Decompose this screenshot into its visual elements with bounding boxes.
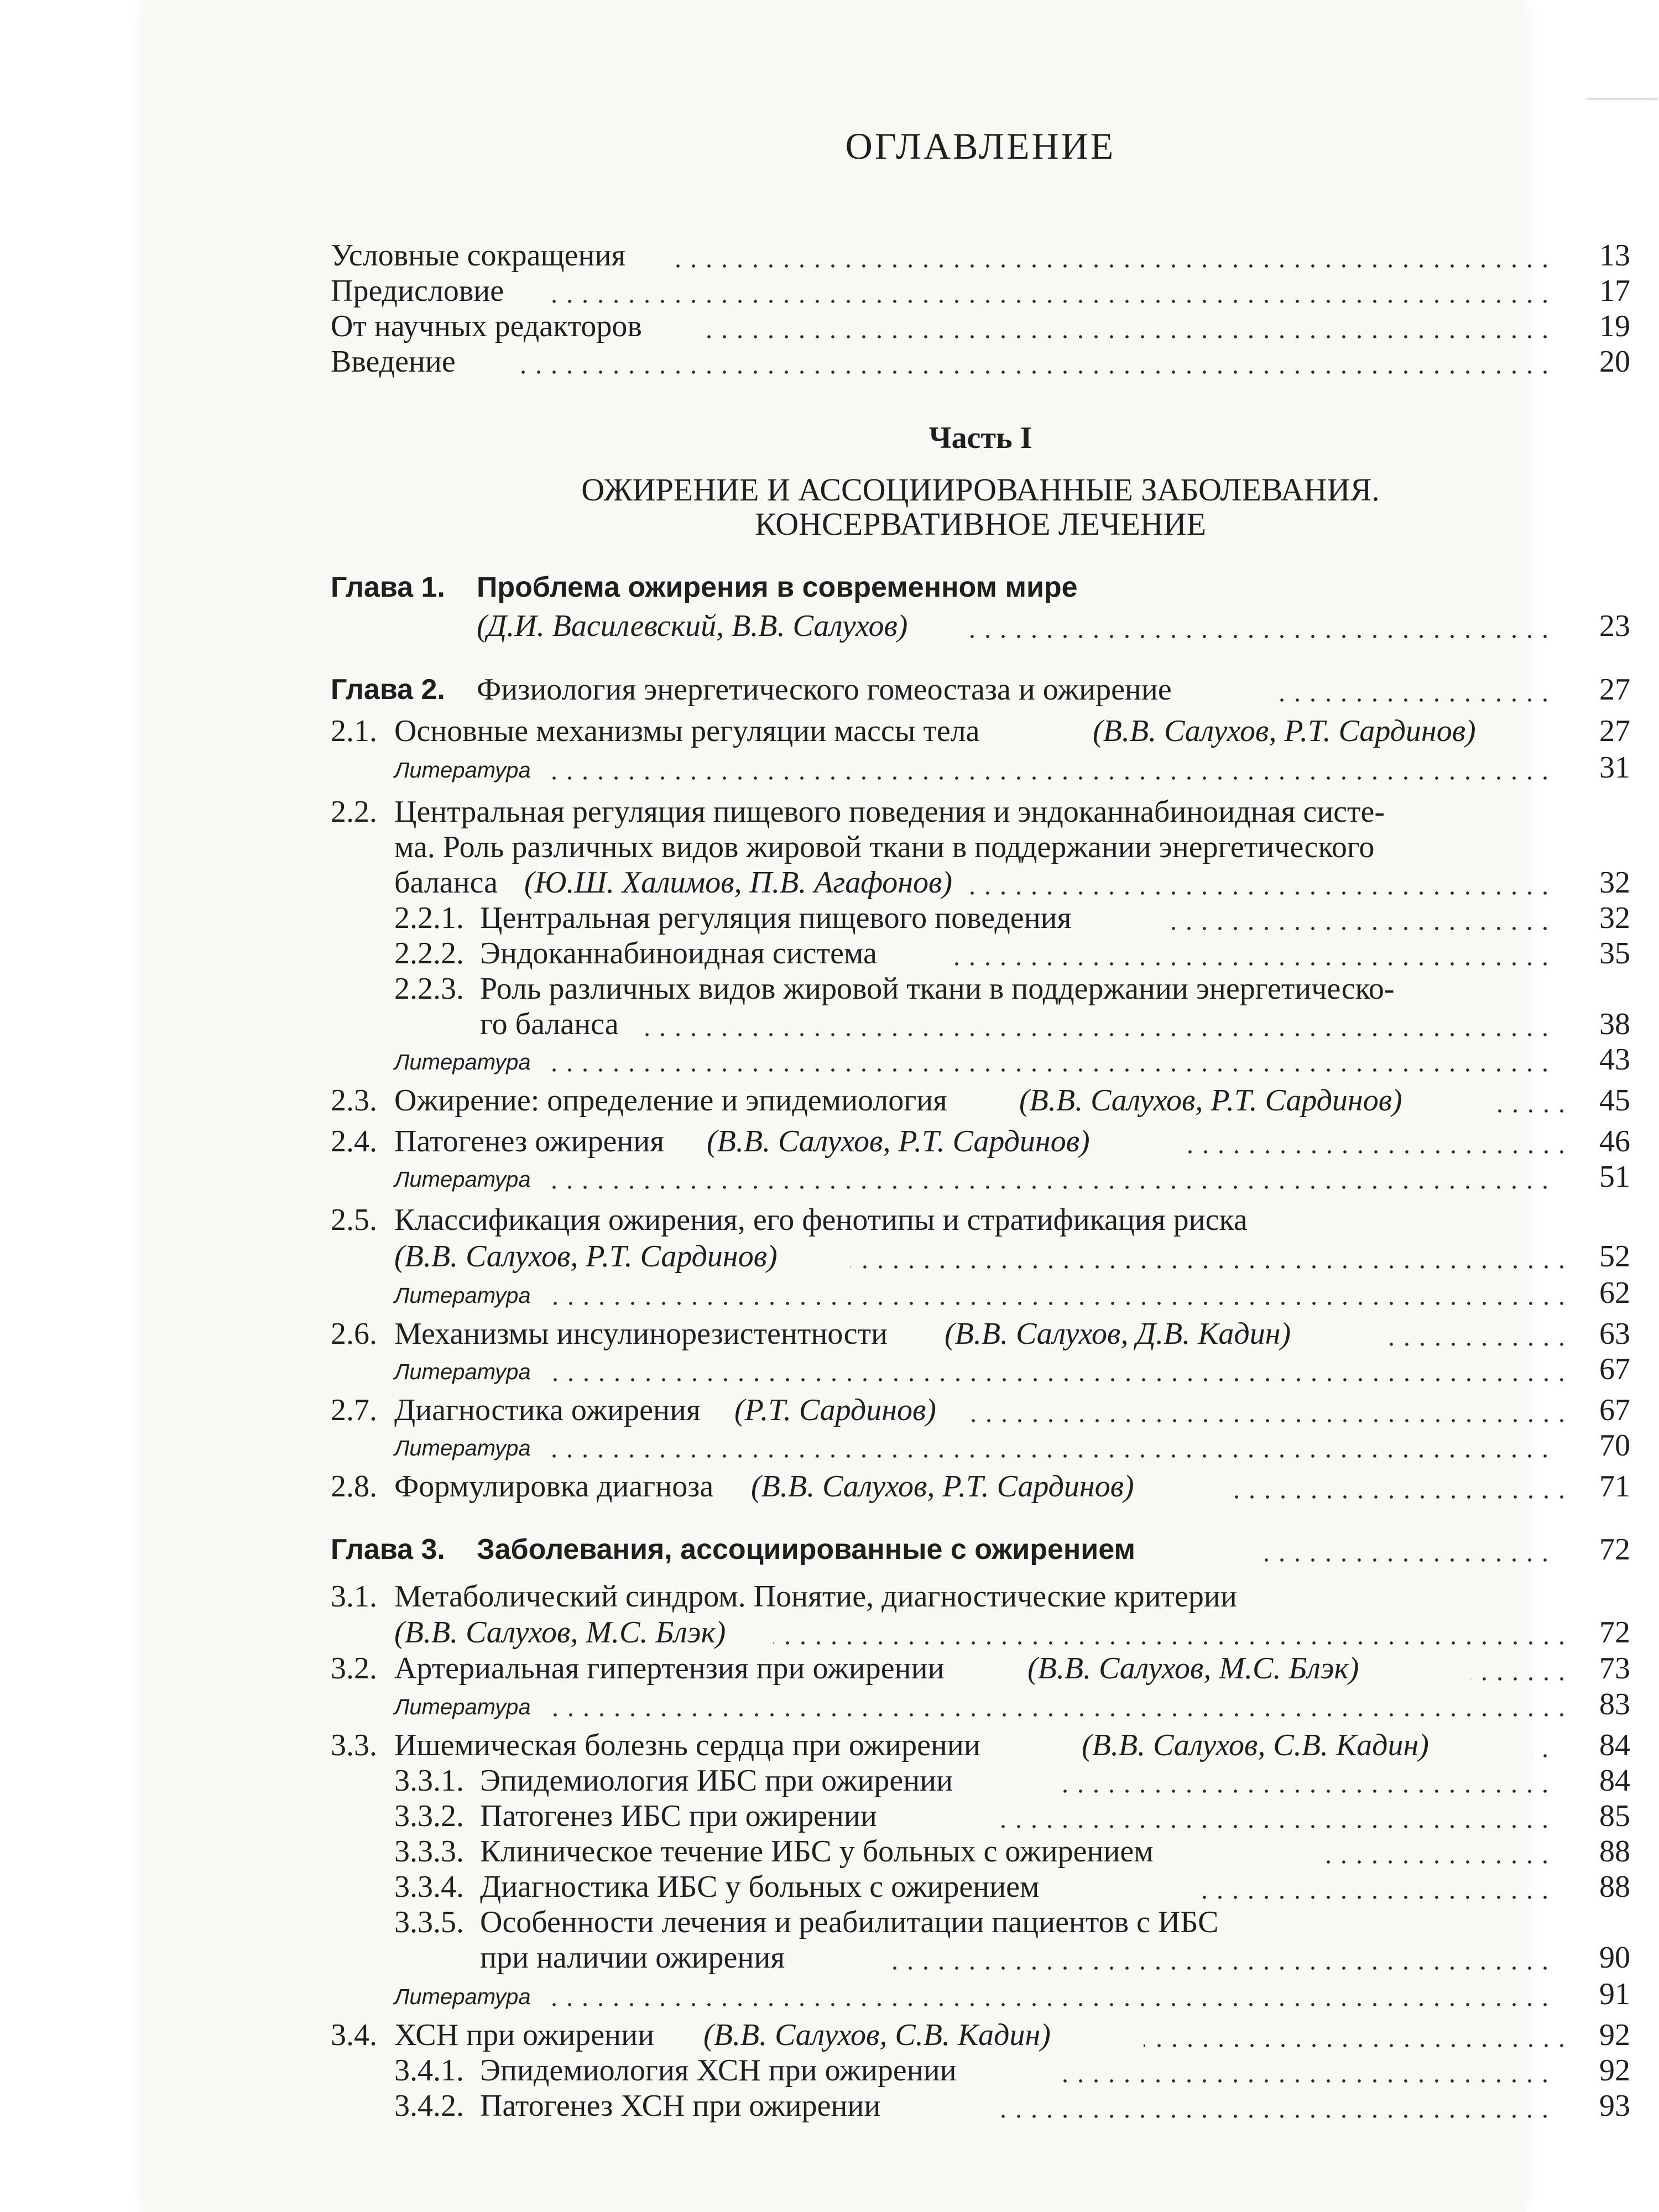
page-number: 27 <box>1599 672 1630 707</box>
page-number: 35 <box>1599 936 1630 971</box>
chapter-label: Глава 1. <box>331 571 445 603</box>
literature-entry[interactable] <box>331 750 1630 785</box>
page-number: 88 <box>1599 1834 1630 1869</box>
entry-title: Эпидемиология ИБС при ожирении <box>480 1764 953 1798</box>
toc-entry-line[interactable] <box>331 971 1630 1006</box>
entry-title: Центральная регуляция пищевого поведения <box>480 901 1072 935</box>
page-number: 19 <box>1599 309 1630 343</box>
page-number: 92 <box>1599 2018 1630 2052</box>
literature-entry[interactable] <box>331 1159 1630 1194</box>
entry-title: ХСН при ожирении <box>394 2018 655 2052</box>
page-number: 72 <box>1599 1615 1630 1650</box>
literature-label: Литература <box>394 1167 531 1192</box>
entry-title: Патогенез ИБС при ожирении <box>480 1799 877 1833</box>
dot-leader <box>773 1641 1569 1645</box>
toc-entry[interactable] <box>331 1469 1630 1504</box>
entry-title: Ишемическая болезнь сердца при ожирении <box>394 1728 980 1762</box>
toc-entry-line[interactable] <box>331 794 1630 830</box>
dot-leader <box>546 1302 1569 1305</box>
literature-label: Литература <box>394 1284 531 1308</box>
entry-title: Диагностика ИБС у больных с ожирением <box>480 1870 1040 1904</box>
page-number: 67 <box>1599 1352 1630 1386</box>
toc-entry[interactable] <box>331 344 1630 379</box>
entry-authors: (Ю.Ш. Халимов, П.В. Агафонов) <box>524 865 952 900</box>
page-number: 20 <box>1599 345 1630 379</box>
page-number: 38 <box>1599 1007 1630 1041</box>
dot-leader <box>1182 1150 1569 1154</box>
toc-entry[interactable] <box>331 1316 1630 1352</box>
toc-entry[interactable] <box>331 1392 1630 1428</box>
entry-authors: (В.В. Салухов, Р.Т. Сардинов) <box>707 1124 1090 1159</box>
section-number: 3.3.3. <box>394 1834 464 1869</box>
page-number: 27 <box>1599 714 1630 748</box>
dot-leader <box>1470 1677 1569 1681</box>
section-number: 3.3.2. <box>394 1799 464 1833</box>
entry-title: Патогенез ХСН при ожирении <box>480 2089 881 2123</box>
section-number: 3.2. <box>331 1651 377 1686</box>
book-page <box>143 0 1630 2212</box>
dot-leader <box>1531 1754 1553 1757</box>
page-number: 70 <box>1599 1428 1630 1463</box>
chapter-heading[interactable] <box>331 570 1630 605</box>
section-number: 3.4. <box>331 2018 377 2052</box>
toc-entry[interactable] <box>331 865 1630 900</box>
entry-authors: (В.В. Салухов, М.С. Блэк) <box>394 1615 726 1650</box>
entry-title: Ожирение: определение и эпидемиология <box>394 1083 947 1118</box>
page-number: 93 <box>1599 2089 1630 2123</box>
entry-title: Особенности лечения и реабилитации пациентов с ИБС <box>480 1905 1219 1939</box>
dot-leader <box>1061 1790 1553 1793</box>
chapter-title: Проблема ожирения в современном мире <box>477 571 1078 603</box>
dot-leader <box>552 300 1553 303</box>
toc-entry[interactable] <box>331 309 1630 344</box>
dot-leader <box>546 1186 1553 1189</box>
section-number: 3.3.5. <box>394 1905 464 1939</box>
literature-entry[interactable] <box>331 1352 1630 1387</box>
page-number: 73 <box>1599 1651 1630 1686</box>
literature-entry[interactable] <box>331 1042 1630 1077</box>
entry-title: Механизмы инсулинорезистентности <box>394 1317 888 1351</box>
chapter-title: Заболевания, ассоциированные с ожирением <box>477 1533 1135 1566</box>
page-number: 71 <box>1599 1469 1630 1504</box>
entry-title-continued: ма. Роль различных видов жировой ткани в поддержании энергетического <box>394 830 1375 864</box>
toc-entry[interactable] <box>331 713 1630 749</box>
page-number: 62 <box>1599 1276 1630 1310</box>
chapter-heading[interactable] <box>331 1532 1630 1567</box>
entry-title: Эпидемиология ХСН при ожирении <box>480 2053 957 2088</box>
entry-title: Формулировка диагноза <box>394 1469 714 1504</box>
toc-entry-line[interactable] <box>331 1579 1630 1614</box>
entry-authors: (В.В. Салухов, Р.Т. Сардинов) <box>751 1469 1134 1504</box>
toc-entry[interactable] <box>331 1869 1630 1905</box>
dot-leader <box>851 1265 1569 1269</box>
literature-entry[interactable] <box>331 1976 1630 2012</box>
entry-authors: (В.В. Салухов, Р.Т. Сардинов) <box>1093 714 1476 748</box>
entry-title: Роль различных видов жировой ткани в поддержании энергетическо- <box>480 972 1395 1006</box>
toc-entry[interactable] <box>331 2017 1630 2053</box>
dot-leader <box>950 962 1553 966</box>
page-number: 52 <box>1599 1239 1630 1274</box>
section-number: 3.3.1. <box>394 1764 464 1798</box>
dot-leader <box>546 2003 1553 2006</box>
dot-leader <box>674 264 1553 268</box>
toc-entry[interactable] <box>331 1940 1630 1975</box>
page-number: 92 <box>1599 2053 1630 2088</box>
dot-leader <box>546 1378 1569 1381</box>
dot-leader <box>967 635 1553 638</box>
entry-authors: (В.В. Салухов, М.С. Блэк) <box>1027 1651 1359 1686</box>
dot-leader <box>967 1419 1569 1422</box>
dot-leader <box>1193 1896 1553 1899</box>
literature-entry[interactable] <box>331 1275 1630 1311</box>
page-number: 13 <box>1599 238 1630 273</box>
page-number: 32 <box>1599 901 1630 935</box>
dot-leader <box>546 1068 1553 1072</box>
page-number: 72 <box>1599 1532 1630 1567</box>
page-number: 46 <box>1599 1124 1630 1159</box>
toc-entry[interactable] <box>331 1834 1630 1869</box>
dot-leader <box>546 776 1553 780</box>
section-number: 3.4.2. <box>394 2089 464 2123</box>
section-number: 2.3. <box>331 1083 377 1118</box>
entry-title: Патогенез ожирения <box>394 1124 665 1159</box>
entry-title: Диагностика ожирения <box>394 1393 701 1427</box>
dot-leader <box>546 1713 1569 1717</box>
entry-authors: (В.В. Салухов, С.В. Кадин) <box>703 2018 1051 2052</box>
chapter-heading[interactable] <box>331 672 1630 707</box>
toc-entry[interactable] <box>331 1798 1630 1834</box>
section-number: 3.3.4. <box>394 1870 464 1904</box>
toc-entry[interactable] <box>331 900 1630 936</box>
entry-title: Введение <box>331 345 456 379</box>
toc-entry[interactable] <box>331 1083 1630 1118</box>
dot-leader <box>1326 1860 1553 1864</box>
toc-entry[interactable] <box>331 1006 1630 1042</box>
page-number: 84 <box>1599 1728 1630 1762</box>
toc-entry[interactable] <box>331 2088 1630 2124</box>
toc-entry[interactable] <box>331 1763 1630 1798</box>
section-number: 2.2. <box>331 795 377 829</box>
entry-title-continued: го баланса <box>480 1007 619 1041</box>
dot-leader <box>884 1966 1553 1970</box>
literature-label: Литература <box>394 1360 531 1384</box>
toc-entry[interactable] <box>331 2053 1630 2088</box>
toc-entry[interactable] <box>331 1124 1630 1159</box>
section-number: 3.4.1. <box>394 2053 464 2088</box>
literature-entry[interactable] <box>331 1428 1630 1463</box>
toc-entry-line <box>331 830 1630 865</box>
toc-entry-line[interactable] <box>331 1905 1630 1940</box>
literature-label: Литература <box>394 1050 531 1074</box>
page-number: 23 <box>1599 609 1630 643</box>
entry-title: Классификация ожирения, его фенотипы и стратификация риска <box>394 1203 1248 1237</box>
dot-leader <box>1276 698 1553 702</box>
page-number: 91 <box>1599 1977 1630 2011</box>
part-label: Часть I <box>928 421 1032 455</box>
entry-title: Артериальная гипертензия при ожирении <box>394 1651 945 1686</box>
dot-leader <box>1390 1343 1569 1346</box>
section-number: 3.1. <box>331 1579 377 1614</box>
entry-authors: (В.В. Салухов, Р.Т. Сардинов) <box>394 1239 778 1274</box>
toc-entry[interactable] <box>331 1615 1630 1650</box>
section-number: 2.4. <box>331 1124 377 1159</box>
page-number: 45 <box>1599 1083 1630 1118</box>
literature-label: Литература <box>394 1695 531 1719</box>
dot-leader <box>1495 1109 1569 1113</box>
chapter-title: Физиология энергетического гомеостаза и ожирение <box>477 672 1172 707</box>
dot-leader <box>546 1454 1553 1458</box>
entry-title: От научных редакторов <box>331 309 642 343</box>
running-head-rule <box>1587 98 1658 100</box>
toc-entry[interactable] <box>331 1651 1630 1686</box>
section-number: 2.6. <box>331 1317 377 1351</box>
part-title-line1: ОЖИРЕНИЕ И АССОЦИИРОВАННЫЕ ЗАБОЛЕВАНИЯ. <box>581 472 1380 508</box>
section-number: 2.7. <box>331 1393 377 1427</box>
dot-leader <box>640 1033 1553 1036</box>
entry-title: Основные механизмы регуляции массы тела <box>394 714 980 748</box>
page-number: 63 <box>1599 1317 1630 1351</box>
page-number: 43 <box>1599 1042 1630 1077</box>
toc-entry[interactable] <box>331 936 1630 971</box>
chapter-label: Глава 2. <box>331 674 445 706</box>
toc-entry[interactable] <box>331 1239 1630 1274</box>
entry-authors: (Р.Т. Сардинов) <box>734 1393 936 1427</box>
dot-leader <box>1227 1495 1569 1499</box>
dot-leader <box>967 891 1553 895</box>
literature-label: Литература <box>394 1436 531 1460</box>
page-number: 31 <box>1599 750 1630 785</box>
section-number: 2.2.1. <box>394 901 464 935</box>
entry-authors: (В.В. Салухов, С.В. Кадин) <box>1082 1728 1429 1762</box>
toc-entry[interactable] <box>331 608 1630 644</box>
dot-leader <box>707 335 1553 338</box>
entry-title: Метаболический синдром. Понятие, диагностические критерии <box>394 1579 1237 1614</box>
page-number: 85 <box>1599 1799 1630 1833</box>
section-number: 2.2.2. <box>394 936 464 971</box>
page-number: 83 <box>1599 1687 1630 1721</box>
section-number: 2.8. <box>331 1469 377 1504</box>
dot-leader <box>994 2115 1553 2118</box>
dot-leader <box>1265 1558 1553 1562</box>
page-title: ОГЛАВЛЕНИЕ <box>845 125 1116 167</box>
literature-entry[interactable] <box>331 1687 1630 1722</box>
literature-label: Литература <box>394 758 531 782</box>
chapter-label: Глава 3. <box>331 1533 445 1566</box>
dot-leader <box>994 1825 1553 1828</box>
page-number: 17 <box>1599 274 1630 308</box>
entry-title-continued: баланса <box>394 865 498 900</box>
section-number: 2.5. <box>331 1203 377 1237</box>
section-number: 2.2.3. <box>394 972 464 1006</box>
page-number: 51 <box>1599 1160 1630 1194</box>
toc-entry[interactable] <box>331 238 1630 273</box>
entry-title: Клиническое течение ИБС у больных с ожирением <box>480 1834 1154 1869</box>
dot-leader <box>1144 2044 1569 2047</box>
toc-entry[interactable] <box>331 1728 1630 1763</box>
page-number: 67 <box>1599 1393 1630 1427</box>
entry-title: Центральная регуляция пищевого поведения и эндоканнабиноидная систе- <box>394 795 1385 829</box>
page-number: 32 <box>1599 865 1630 900</box>
toc-entry[interactable] <box>331 273 1630 309</box>
section-number: 3.3. <box>331 1728 377 1762</box>
part-title-line2: КОНСЕРВАТИВНОЕ ЛЕЧЕНИЕ <box>755 506 1206 542</box>
dot-leader <box>1061 2079 1553 2083</box>
entry-title-continued: при наличии ожирения <box>480 1940 785 1975</box>
entry-authors: (В.В. Салухов, Д.В. Кадин) <box>945 1317 1291 1351</box>
entry-title: Эндоканнабиноидная система <box>480 936 877 971</box>
entry-authors: (В.В. Салухов, Р.Т. Сардинов) <box>1019 1083 1402 1118</box>
dot-leader <box>1171 927 1553 930</box>
page-number: 88 <box>1599 1870 1630 1904</box>
entry-authors: (Д.И. Василевский, В.В. Салухов) <box>477 609 908 643</box>
literature-label: Литература <box>394 1985 531 2009</box>
entry-title: Предисловие <box>331 274 504 308</box>
section-number: 2.1. <box>331 714 377 748</box>
entry-title: Условные сокращения <box>331 238 626 273</box>
page-number: 84 <box>1599 1764 1630 1798</box>
dot-leader <box>513 371 1553 374</box>
page-number: 90 <box>1599 1940 1630 1975</box>
toc-entry-line[interactable] <box>331 1202 1630 1238</box>
